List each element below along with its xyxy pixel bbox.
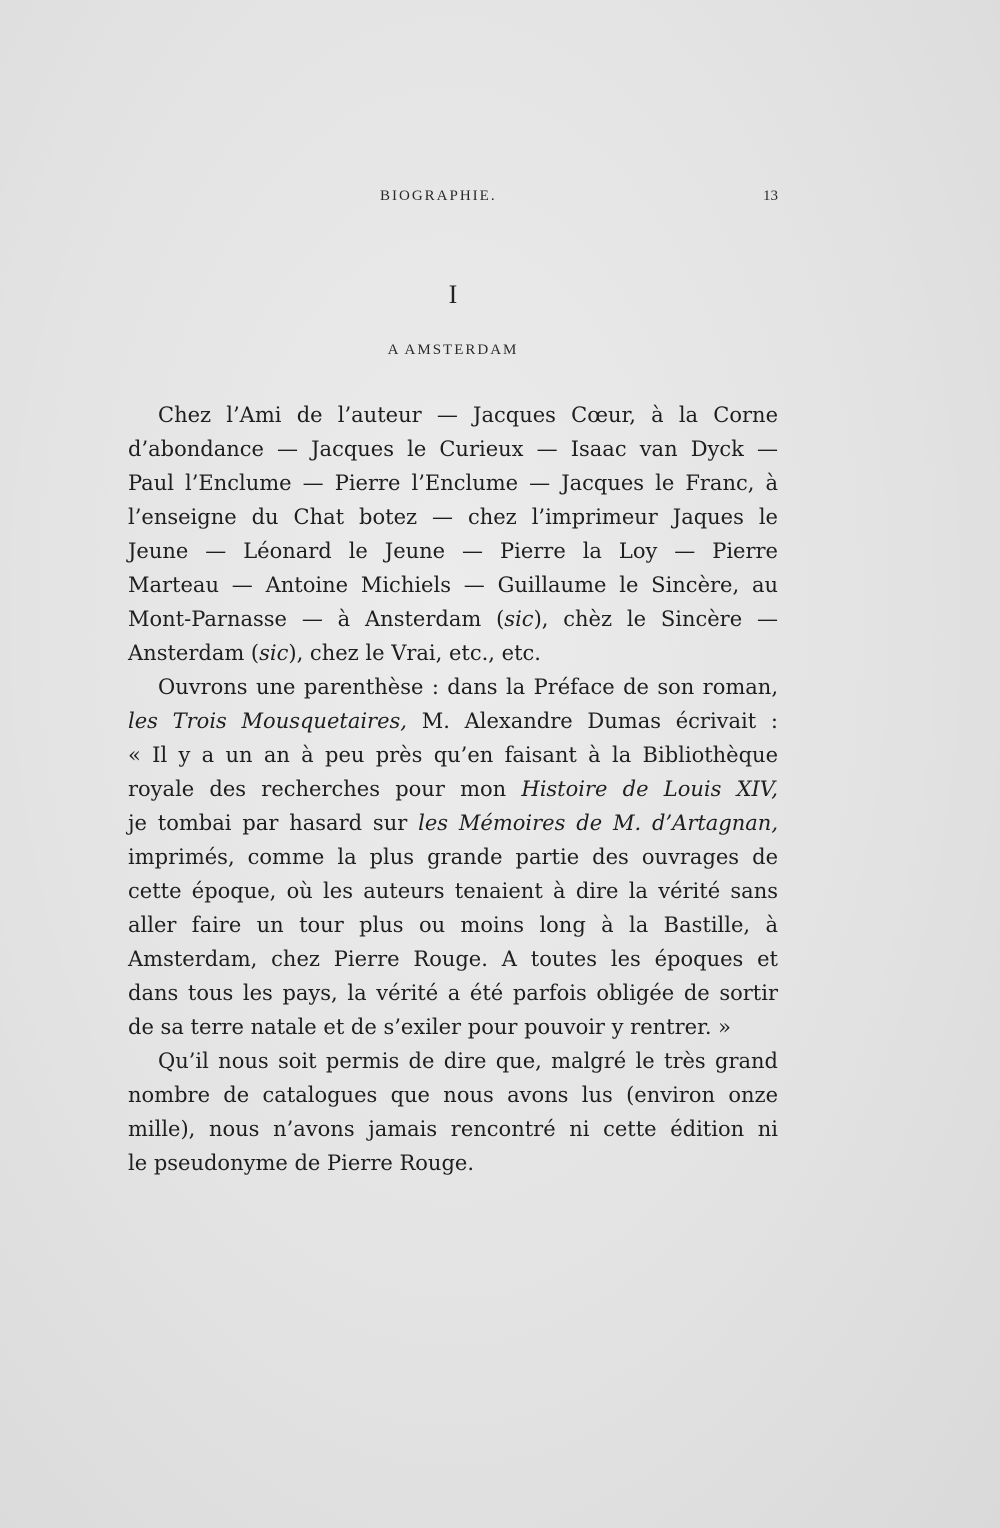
text-line: Jeune — Léonard le Jeune — Pierre la Loy — Pierre — [128, 539, 778, 563]
text-line: Ouvrons une parenthèse : dans la Préface de son roman, — [158, 675, 778, 699]
text-line: « Il y a un an à peu près qu’en faisant à la Bibliothèque — [128, 743, 778, 767]
text-line: royale des recherches pour mon Histoire de Louis XIV, — [128, 777, 778, 801]
page-number: 13 — [763, 188, 778, 204]
chapter-title: A AMSTERDAM — [387, 342, 519, 358]
text-line: Chez l’Ami de l’auteur — Jacques Cœur, à la Corne — [158, 403, 778, 427]
text-line: Qu’il nous soit permis de dire que, malgré le très grand — [158, 1049, 778, 1073]
text-line: mille), nous n’avons jamais rencontré ni cette édition ni — [128, 1117, 778, 1141]
text-line: l’enseigne du Chat botez — chez l’imprimeur Jaques le — [128, 505, 778, 529]
text-line: dans tous les pays, la vérité a été parfois obligée de sortir — [128, 981, 778, 1005]
text-line: Marteau — Antoine Michiels — Guillaume le Sincère, au — [128, 573, 778, 597]
text-line: de sa terre natale et de s’exiler pour pouvoir y rentrer. » — [128, 1015, 732, 1039]
text-line: d’abondance — Jacques le Curieux — Isaac van Dyck — — [128, 437, 778, 461]
running-head-title: BIOGRAPHIE. — [380, 188, 497, 204]
text-line: aller faire un tour plus ou moins long à la Bastille, à — [128, 913, 778, 937]
text-line: le pseudonyme de Pierre Rouge. — [128, 1151, 475, 1175]
chapter-number: I — [448, 280, 458, 309]
running-head — [128, 188, 778, 212]
text-line: Ansterdam (sic), chez le Vrai, etc., etc. — [128, 641, 541, 665]
text-line: nombre de catalogues que nous avons lus (environ onze — [128, 1083, 778, 1107]
text-line: Mont-Parnasse — à Ansterdam (sic), chèz le Sincère — — [128, 607, 778, 631]
text-line: je tombai par hasard sur les Mémoires de M. d’Artagnan, — [128, 811, 779, 835]
text-line: cette époque, où les auteurs tenaient à dire la vérité sans — [128, 879, 778, 903]
text-line: Paul l’Enclume — Pierre l’Enclume — Jacques le Franc, à — [128, 471, 778, 495]
text-line: les Trois Mousquetaires, M. Alexandre Dumas écrivait : — [128, 709, 778, 733]
text-line: Amsterdam, chez Pierre Rouge. A toutes les époques et — [128, 947, 778, 971]
text-line: imprimés, comme la plus grande partie des ouvrages de — [128, 845, 778, 869]
body-text — [128, 398, 778, 1180]
